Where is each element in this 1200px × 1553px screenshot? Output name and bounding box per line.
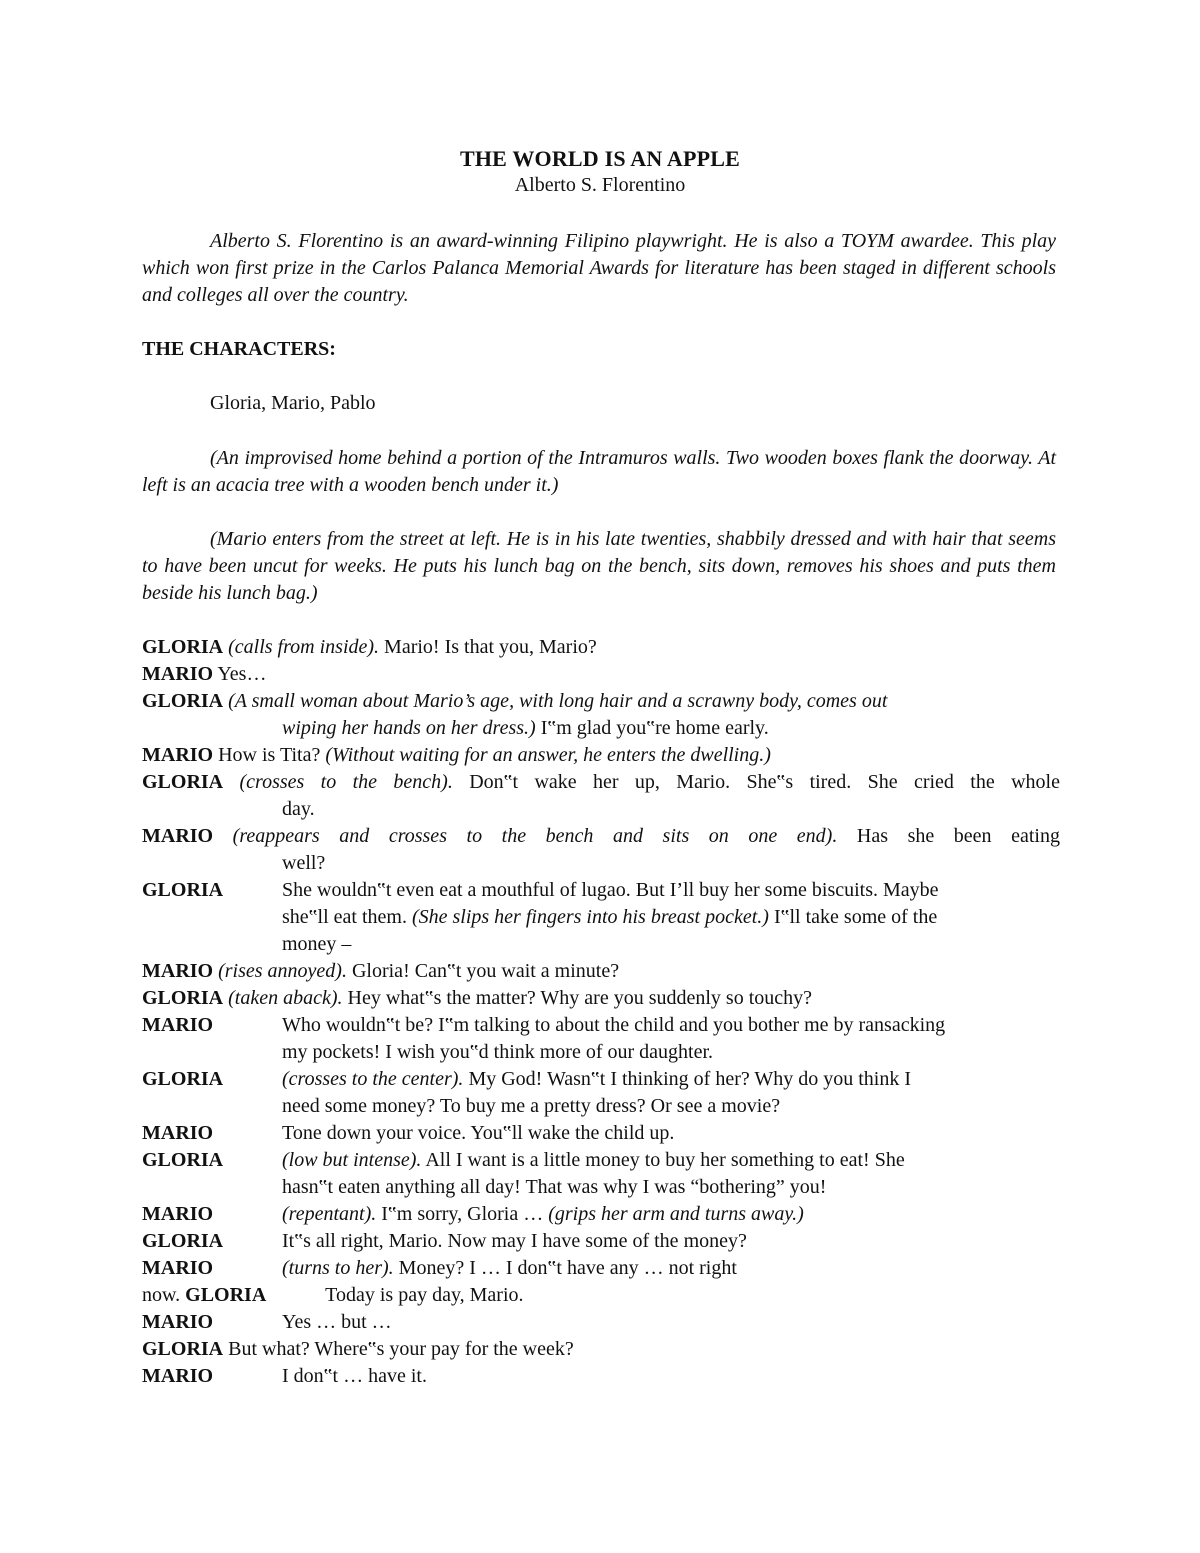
dialogue-line <box>142 661 1060 688</box>
dialogue-text: It‟s all right, Mario. Now may I have some of the money? <box>282 1230 747 1252</box>
speaker-name: GLORIA <box>142 1068 224 1090</box>
stage-direction: (rises annoyed). <box>218 960 347 982</box>
dialogue-line <box>142 1201 1060 1228</box>
stage-direction: (turns to her). <box>282 1257 394 1279</box>
speaker-name: MARIO <box>142 1203 214 1225</box>
dialogue-text: she‟ll eat them. <box>282 906 412 928</box>
stage-direction: (grips her arm and turns away.) <box>548 1203 804 1225</box>
dialogue-line <box>142 1363 1060 1390</box>
speaker-name: MARIO <box>142 1311 214 1333</box>
speaker-name: GLORIA <box>142 1149 224 1171</box>
speaker-name: GLORIA <box>142 636 224 658</box>
dialogue-line <box>142 985 1060 1012</box>
characters-list: Gloria, Mario, Pablo <box>210 392 376 414</box>
dialogue-line <box>142 1282 1060 1309</box>
dialogue-text: She wouldn‟t even eat a mouthful of lugao. But I’ll buy her some biscuits. Maybe <box>282 879 939 901</box>
speaker-name: GLORIA <box>142 1230 224 1252</box>
dialogue-text: well? <box>282 852 326 874</box>
dialogue-line <box>142 958 1060 985</box>
speaker-name: MARIO <box>142 1122 214 1144</box>
dialogue-text: Has she been eating <box>837 825 1060 847</box>
dialogue-text: need some money? To buy me a pretty dress? Or see a movie? <box>282 1095 781 1117</box>
stage-direction: wiping her hands on her dress.) <box>282 717 536 739</box>
dialogue-text: Yes … but … <box>282 1311 392 1333</box>
stage-direction: (crosses to the bench). <box>223 771 453 793</box>
dialogue-continuation <box>142 850 1060 877</box>
dialogue-text: Yes… <box>213 663 267 685</box>
stage-direction: (She slips her fingers into his breast pocket.) <box>411 906 769 928</box>
dialogue-text: I don‟t … have it. <box>282 1365 427 1387</box>
dialogue-line <box>142 877 1060 904</box>
dialogue-text: All I want is a little money to buy her something to eat! She <box>421 1149 905 1171</box>
speaker-name: GLORIA <box>185 1284 267 1306</box>
speaker-name: GLORIA <box>142 879 224 901</box>
speaker-name: MARIO <box>142 1365 214 1387</box>
author-name: Alberto S. Florentino <box>514 174 686 196</box>
dialogue-text: my pockets! I wish you‟d think more of our daughter. <box>282 1041 714 1063</box>
speaker-name: MARIO <box>142 1014 214 1036</box>
dialogue-text: Tone down your voice. You‟ll wake the child up. <box>282 1122 675 1144</box>
stage-direction: (reappears and crosses to the bench and sits on one end). <box>213 825 838 847</box>
dialogue-text: hasn‟t eaten anything all day! That was why I was “bothering” you! <box>282 1176 827 1198</box>
dialogue-continuation <box>142 715 1060 742</box>
speaker-name: MARIO <box>142 825 214 847</box>
dialogue-text: How is Tita? <box>213 744 326 766</box>
dialogue-continuation <box>142 904 1060 931</box>
characters-heading: THE CHARACTERS: <box>142 338 336 360</box>
dialogue-text: Mario! Is that you, Mario? <box>379 636 597 658</box>
dialogue-text: My God! Wasn‟t I thinking of her? Why do you think I <box>463 1068 912 1090</box>
dialogue-text: Hey what‟s the matter? Why are you suddenly so touchy? <box>342 987 813 1009</box>
dialogue-line <box>142 1255 1060 1282</box>
dialogue-line <box>142 1012 1060 1039</box>
dialogue-text: now. <box>142 1284 186 1306</box>
stage-direction-entrance: (Mario enters from the street at left. He is in his late twenties, shabbily dressed and with hair that seems to have been uncut for weeks. He puts his lunch bag on the bench, sits down, removes his shoes and puts them beside his lunch bag.) <box>142 528 1056 604</box>
dialogue-line <box>142 634 1060 661</box>
dialogue-line <box>142 1066 1060 1093</box>
dialogue-continuation <box>142 1093 1060 1120</box>
speaker-name: MARIO <box>142 663 214 685</box>
stage-direction: (A small woman about Mario’s age, with long hair and a scrawny body, comes out <box>228 690 888 712</box>
dialogue-line <box>142 823 1060 850</box>
intro-paragraph: Alberto S. Florentino is an award-winning Filipino playwright. He is also a TOYM awardee. This play which won first prize in the Carlos Palanca Memorial Awards for literature has been staged in different schools and colleges all over the country. <box>142 230 1056 306</box>
dialogue-line <box>142 1228 1060 1255</box>
stage-direction: (low but intense). <box>282 1149 422 1171</box>
dialogue-line <box>142 742 1060 769</box>
speaker-name: MARIO <box>142 744 214 766</box>
speaker-name: GLORIA <box>142 690 224 712</box>
speaker-name: GLORIA <box>142 987 224 1009</box>
dialogue-text: Today is pay day, Mario. <box>325 1284 524 1306</box>
speaker-name: GLORIA <box>142 1338 224 1360</box>
speaker-name: GLORIA <box>142 771 224 793</box>
dialogue-continuation <box>142 1039 1060 1066</box>
dialogue-text: day. <box>282 798 315 820</box>
dialogue-continuation <box>142 1174 1060 1201</box>
stage-direction: (repentant). <box>282 1203 377 1225</box>
dialogue-block <box>142 634 1060 1390</box>
dialogue-line <box>142 769 1060 796</box>
dialogue-line <box>142 1336 1060 1363</box>
dialogue-line <box>142 1309 1060 1336</box>
dialogue-text: I‟m sorry, Gloria … <box>376 1203 549 1225</box>
speaker-name: MARIO <box>142 960 214 982</box>
dialogue-continuation <box>142 931 1060 958</box>
dialogue-continuation <box>142 796 1060 823</box>
dialogue-text: Money? I … I don‟t have any … not right <box>393 1257 737 1279</box>
stage-direction: (Without waiting for an answer, he enters the dwelling.) <box>325 744 771 766</box>
dialogue-text: I‟ll take some of the <box>768 906 938 928</box>
stage-direction: (taken aback). <box>228 987 343 1009</box>
dialogue-text: Don‟t wake her up, Mario. She‟s tired. She cried the whole <box>452 771 1060 793</box>
dialogue-line <box>142 1120 1060 1147</box>
stage-direction-setting: (An improvised home behind a portion of the Intramuros walls. Two wooden boxes flank the doorway. At left is an acacia tree with a wooden bench under it.) <box>142 447 1056 496</box>
dialogue-line <box>142 1147 1060 1174</box>
stage-direction: (crosses to the center). <box>282 1068 464 1090</box>
dialogue-text: money – <box>282 933 352 955</box>
dialogue-text: Gloria! Can‟t you wait a minute? <box>346 960 620 982</box>
dialogue-line <box>142 688 1060 715</box>
dialogue-text: Who wouldn‟t be? I‟m talking to about the child and you bother me by ransacking <box>282 1014 946 1036</box>
play-title: THE WORLD IS AN APPLE <box>459 146 741 171</box>
stage-direction: (calls from inside). <box>228 636 380 658</box>
speaker-name: MARIO <box>142 1257 214 1279</box>
dialogue-text: But what? Where‟s your pay for the week? <box>223 1338 574 1360</box>
dialogue-text: I‟m glad you‟re home early. <box>535 717 769 739</box>
